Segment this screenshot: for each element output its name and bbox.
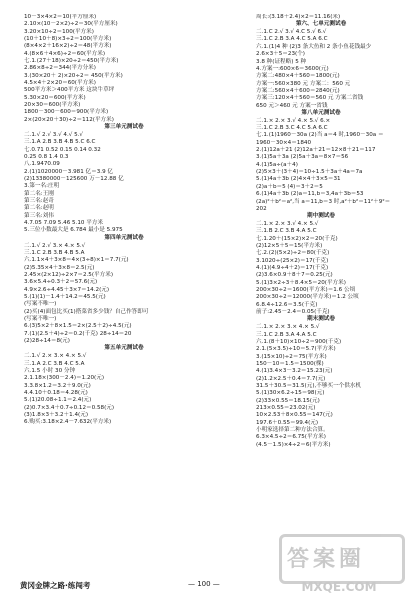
answer-line: (4.5－1.5)×4÷2＝6(平方米) — [256, 441, 331, 448]
answer-line: 七.2.(2)(5×2)÷2＝80(千克) — [256, 250, 330, 257]
answer-line: (2)0.7×3.4＋0.7÷0.12＝0.58(元) — [24, 404, 115, 411]
answer-line: 七.0.71 0.52 0.15 0.14 0.32 — [24, 146, 101, 153]
answer-line: 4.9×2.6÷4.45＋3×7＝14.2(元) — [24, 286, 110, 293]
answer-line: 3.(30×20＋ 2)×20÷2＝ 450(平方米) — [24, 72, 123, 79]
answer-line: 500平方米＞400平方米 这块牛草坪 — [24, 87, 115, 94]
answer-line: 第二名:王刚 — [24, 190, 54, 197]
answer-line: 三.1.C 2.B 3.B 4.B 5.A — [24, 249, 85, 256]
answer-line: 3.8 种(证程略) 5 种 — [256, 58, 307, 65]
answer-line: (2)28÷14＝8(元) — [24, 338, 70, 345]
answer-line: 六.1.(1)4 种 (2)3 条大鱼和 2 条小鱼花钱最少 — [256, 43, 372, 50]
answer-line: 6.8.4÷12.6＝3.5(千克) — [256, 301, 318, 308]
answer-line: (10＋10＋8)×3÷2＝100(平方米) — [24, 36, 112, 43]
answer-line: 650 元＞460 元 方案一省钱 — [256, 102, 328, 109]
answer-line: 六.1.5 小时 30 分钟 — [24, 367, 76, 374]
answer-line: (2)12×5＋5＝15(平方米) — [256, 243, 323, 250]
page-number: — 100 — — [188, 580, 220, 588]
answer-line: 2.45×(2×12)÷2×7＝2.5(平方米) — [24, 271, 113, 278]
answer-line: 197.6＋0.55＝99.4(元) — [256, 419, 319, 426]
answer-line: 二.1.C 2.√ 3.√ 4.C 5.√ 6.√ — [256, 29, 327, 36]
answer-line: (写案不唯一) — [24, 301, 57, 308]
answer-line: 三.1.A 2.B 3.B 4.B 5.C 6.C — [24, 139, 96, 146]
answer-line: (2)1.2×2.5＋0.4＝7.7(元) — [256, 375, 326, 382]
answer-line: 4.5×4＋2×20＝60(平方米) — [24, 80, 96, 87]
answer-line: 5.(1)20.08÷1.1＝2.4(元) — [24, 397, 92, 404]
answer-line: 周长:(3.18＋2.4)×2＝11.16(米) — [256, 14, 341, 20]
section-heading: 第三单元测试卷 — [104, 124, 144, 131]
answer-line: 20×30＝600(平方米) — [24, 102, 81, 109]
answer-line: 2.(1)12a＋21 (2)12a＋21＝12×8＋21＝117 — [256, 147, 376, 154]
answer-line: 5.三位小数最大是 6.784 最小是 5.975 — [24, 227, 123, 234]
watermark-logo — [279, 534, 399, 594]
answer-line: 4.(1)(4.9÷4＋2)＝17(千克) — [256, 265, 329, 272]
answer-line: 4.(8×6＋4×6)÷2＝60(平方米) — [24, 50, 106, 57]
answer-line: 4.4.10＋0.18＝4.28(元) — [24, 389, 88, 396]
answer-line: 213×0.55＝23.02(元) — [256, 405, 316, 412]
watermark-seal-text: 答案圈 — [287, 547, 366, 572]
answer-line: (3)1.8×3＋3.2＋1.4(元) — [24, 411, 89, 418]
answer-line: 三.1.C 2.B 3.C 4.C 5.A 6.C — [256, 125, 328, 132]
answer-line: 小明家选择第二种方法合算。 — [256, 427, 329, 434]
answer-line: 七.1.20＋(15×2)×2＝20(千克) — [256, 235, 338, 242]
answer-line: 10－3×4×2＝10(平方厘米) — [24, 14, 97, 20]
answer-line: 二.1.× 2.× 3.× 4.× 5.√ — [256, 324, 320, 331]
answer-line: 3.第一名:庄明 — [24, 183, 60, 190]
footer-brand: 黄冈金牌之路·练闯考 — [20, 581, 91, 590]
answer-line: 七.1.(27＋18)×20÷2＝450(平方米) — [24, 58, 119, 65]
answer-line: (2)买(4)面包比买(1)搭菜省多少钱？自己作答即可 — [24, 308, 149, 315]
answer-line: 2×(20×20＋30)÷2＝112(平方米) — [24, 116, 114, 123]
answer-line: 2.86×8÷2＝344(平方分米) — [24, 65, 96, 72]
answer-line: 七.1.(1)1960－30a (2)当 a＝4 时,1960－30a ＝ — [256, 132, 384, 139]
section-heading: 第六、七单元测试卷 — [295, 21, 347, 28]
answer-line: 1800－300－600＝900(平方米) — [24, 109, 109, 116]
answer-line: 31.5＋30.5＝31.5(元),不够买一个供水机 — [256, 383, 362, 389]
answer-line: 4.方案一:600×6＝3600(元) — [256, 65, 329, 72]
answer-line: 三.1.A 2.C 3.B 4.C 5.A — [24, 360, 85, 367]
answer-line: 二.1.√ 2.√ 3.√ 4.√ 5.√ — [24, 131, 83, 138]
answer-line: 7.(1)(2.5＋4)÷2＝0.2(千克) 28÷14＝20 — [24, 330, 132, 337]
answer-line: 200×30÷2＝12000(平方米)＝1.2 公顷 — [256, 294, 359, 301]
section-heading: 期末测试卷 — [307, 316, 335, 323]
answer-line: (2)3.6×0.9＋8＋7＝0.25(元) — [256, 272, 333, 279]
answer-line: 2.6×3＋5＝23(个) — [256, 51, 305, 58]
answer-line: 第三名:赵奇 — [24, 198, 54, 205]
answer-line: 三.1.B 2.C 3.B 4.A 5.C — [256, 228, 317, 235]
answer-line: 第三名:刘伟 — [24, 212, 54, 219]
answer-line: 202 — [256, 205, 267, 212]
answer-line: 方案二:480×4＋560＝1800(元) — [256, 73, 340, 80]
answer-line: 2.10×(10－2×2)÷2＝30(平方厘米) — [24, 21, 118, 28]
answer-line: 六.1.(8＋10)×10÷2＝900(千克) — [256, 338, 342, 345]
answer-line: 二.1.× 2.× 3.√ 4.× 5.√ — [256, 220, 319, 227]
answer-line: (2a)²＋b²＝a²,当 a＝11,b＝3 时,a²＋b²＝11²＋9²＝ — [256, 198, 391, 205]
answer-line: 5.30×20＝600(平方米) — [24, 94, 86, 101]
answer-line: 二.1.√ 2.× 3.× 4.× 5.√ — [24, 353, 87, 360]
answer-line: 二.1.√ 2.√ 3.× 4.× 5.√ — [24, 242, 86, 249]
answer-line: 2.1.(5×3.5)÷10＝5.7(平方米) — [256, 346, 336, 353]
answer-line: 方案二:560×4＋600＝2840(元) — [256, 87, 340, 94]
answer-line: (2)a＋b＝5 (4)＝3＋2＝5 — [256, 183, 323, 190]
watermark-site-text: MXQE.COM — [301, 580, 377, 594]
answer-line: 2.1.18×(300－2.4)＝1.20(元) — [24, 375, 105, 382]
answer-line: 10×2.53＋8×0.55＝147(元) — [256, 412, 333, 419]
answer-line: 5.(1)3×2÷3＋8.4×5＝20(平方米) — [256, 279, 346, 286]
left-answer-column — [24, 14, 234, 427]
answer-line: (写案不唯一) — [24, 316, 57, 322]
answer-line: 第二名:赵明 — [24, 205, 54, 212]
answer-line: 4.7.05 7.09 5.46 5.10 平方米 — [24, 220, 104, 227]
answer-line: 3.(1)5a＋3a (2)5a＋3a＝8×7＝56 — [256, 154, 349, 161]
right-answer-column — [256, 14, 396, 449]
answer-line: (2)13380000－125600 万－12.88 亿 — [24, 176, 124, 183]
answer-line: 6.3×4.5÷2＝6.75(平方米) — [256, 434, 326, 441]
answer-line: 3.3.8×1.2＝3.2＋9.0(元) — [24, 382, 91, 389]
answer-line: 6.(1)4a＋3b (2)a＝11,b＝3,4a＋3b＝53 — [256, 191, 364, 198]
answer-line: 1960－30×4＝1840 — [256, 139, 312, 146]
answer-line: 3.(15×10)÷2＝75(平方米) — [256, 353, 327, 360]
answer-line: 前子:2.45－2.4＝0.05(千克) — [256, 309, 330, 316]
answer-line: (2)5.35×4＋3×8＝2.5(元) — [24, 264, 95, 271]
answer-line: 八.1.9470.09 — [24, 161, 60, 168]
answer-line: 3.6×5.4÷0.3＋2＝57.6(元) — [24, 279, 98, 286]
answer-line: 0.25 0.8 1.4 0.3 — [24, 153, 69, 160]
answer-line: 方案一:560×380 元 方案二：560 元 — [256, 80, 351, 87]
answer-line: 方案三:120×4＋560＝560 元 方案二省钱 — [256, 95, 364, 102]
answer-line: 二.1.× 2.× 3.√ 4.× 5.√ 6.× — [256, 117, 331, 124]
answer-line: (2)5×3＋(3＋4)＝10÷1.5＋3a＋4a＝7a — [256, 169, 363, 176]
answer-line: 6.(3)5×2＋8×1.5＝2×(2.5＋2)÷4.5(元) — [24, 323, 132, 330]
answer-line: 4.(1)3.4×3－3.2＝15.23(元) — [256, 368, 333, 375]
answer-line: 5.(1)(1)－1.4＋14.2＝45.5(元) — [24, 293, 106, 300]
answer-line: 3.1020÷(25×2)＝17(千克) — [256, 257, 329, 264]
answer-line: 六.1.1×4＋3×8＝4×(3÷8)×1＝7.7(元) — [24, 257, 129, 264]
answer-line: 5.(1)4a＋3b (2)4×4＋3×5＝31 — [256, 176, 341, 183]
answer-line: 三.1.C 2.B 3.A 4.A 5.C — [256, 331, 317, 338]
answer-line: (2)33×0.55＝18.15(元) — [256, 397, 320, 404]
answer-line: (8×4×2＋16×2)÷2＝48(平方米) — [24, 43, 112, 50]
section-heading: 第五单元测试卷 — [104, 345, 144, 352]
answer-line: 6.购买:3.18×2.4－7.632(平方米) — [24, 419, 112, 426]
answer-line: 三.1.C 2.B 3.A 4.C 5.A 6.C — [256, 36, 328, 43]
answer-line: 4.(1)5a÷(a＋4) — [256, 161, 298, 168]
answer-line: 3.20×10÷2＝100(平方米) — [24, 28, 94, 35]
answer-line: 5.(1)30×6.2÷15＝98(元) — [256, 390, 325, 397]
section-heading: 第四单元测试卷 — [104, 234, 144, 241]
answer-line: 150－10＝1.5＝1500(棵) — [256, 360, 324, 367]
section-heading: 第八单元测试卷 — [301, 109, 341, 116]
answer-line: 200×30÷2＝1600(平方米)＝1.6 公顷 — [256, 287, 356, 294]
section-heading: 期中测试卷 — [307, 213, 335, 220]
answer-line: 2.(1)1020000－3.981 亿＝3.9 亿 — [24, 168, 114, 175]
